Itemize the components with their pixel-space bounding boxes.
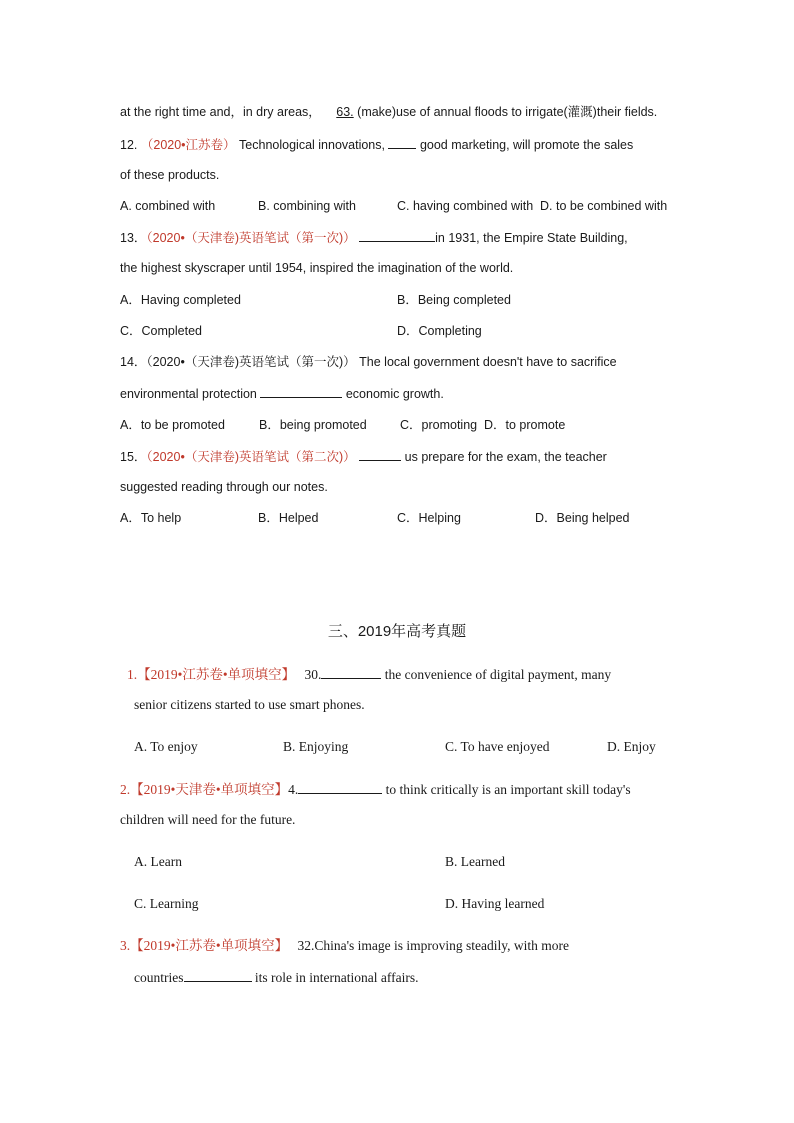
s1-source: 【2019•江苏卷•单项填空】 xyxy=(137,667,296,682)
s1-number: 1. xyxy=(127,667,138,682)
s2-option-a: A. Learn xyxy=(134,854,182,869)
q14-line-2 xyxy=(120,385,444,402)
q12-option-c: C. having combined with xyxy=(397,199,534,213)
s1-option-d: D. Enjoy xyxy=(607,739,656,754)
q14-option-c: C．promoting xyxy=(400,418,478,432)
section-heading: 三、2019年高考真题 xyxy=(327,623,467,640)
s1-option-a: A. To enjoy xyxy=(134,739,198,754)
s2-blank xyxy=(298,781,382,794)
q13-option-b: B．Being completed xyxy=(397,293,511,307)
q15-number: 15． xyxy=(120,450,147,464)
q12-source: （2020•江苏卷） xyxy=(140,138,236,152)
q13-line-2 xyxy=(120,260,513,276)
q14-text-b: environmental protection xyxy=(120,387,257,401)
s2-option-b: B. Learned xyxy=(445,854,505,869)
q15-text-a: us prepare for the exam, the teacher xyxy=(404,450,607,464)
q12-text-b: good marketing, will promote the sales xyxy=(419,138,634,152)
s2-source: 【2019•天津卷•单项填空】 xyxy=(130,782,289,797)
s3-line-1 xyxy=(120,938,569,954)
s3-text-c: its role in international affairs. xyxy=(254,970,419,985)
s2-option-c: C. Learning xyxy=(134,896,199,911)
q12-option-d: D. to be combined with xyxy=(540,199,668,213)
q12-line-2 xyxy=(120,167,219,183)
q11-number: 63. xyxy=(336,105,354,119)
q15-line-1 xyxy=(120,448,607,465)
q15-option-d: D．Being helped xyxy=(535,511,630,525)
s1-line-2 xyxy=(134,697,365,713)
q14-text-a: The local government doesn't have to sacrifice xyxy=(359,355,617,369)
q12-text-c: of these products. xyxy=(120,168,220,182)
s1-blank xyxy=(321,666,381,679)
q13-option-a: A．Having completed xyxy=(120,293,241,307)
q13-blank xyxy=(359,229,435,242)
s2-number: 2. xyxy=(120,782,131,797)
q13-option-d: D．Completing xyxy=(397,324,482,338)
s2-text-a: to think critically is an important skill today's xyxy=(385,782,631,797)
q15-option-a: A．To help xyxy=(120,511,182,525)
s2-line-2 xyxy=(120,812,295,828)
q15-line-2 xyxy=(120,479,328,495)
s2-line-1 xyxy=(120,781,631,798)
s3-line-2 xyxy=(134,969,418,986)
s3-blank xyxy=(184,969,252,982)
s1-text-b: senior citizens started to use smart phones. xyxy=(134,697,365,712)
s1-line-1 xyxy=(127,666,611,683)
s1-text-a: the convenience of digital payment, many xyxy=(384,667,612,682)
q12-line-1 xyxy=(120,136,633,153)
q11-line xyxy=(120,104,657,120)
q14-text-c: economic growth. xyxy=(345,387,444,401)
q11-text-b: (make)use of annual floods to irrigate(灌溉)their fields. xyxy=(357,105,658,119)
q11-text-a: at the right time and，in dry areas， xyxy=(120,105,321,119)
q12-blank xyxy=(388,136,416,149)
q13-option-c: C．Completed xyxy=(120,324,202,338)
s3-text-b: countries xyxy=(134,970,184,985)
s2-option-d: D. Having learned xyxy=(445,896,545,911)
q14-line-1 xyxy=(120,354,617,370)
q12-text-a: Technological innovations, xyxy=(239,138,385,152)
q14-number: 14． xyxy=(120,355,147,369)
s1-option-c: C. To have enjoyed xyxy=(445,739,550,754)
s1-question-number: 30. xyxy=(304,667,322,682)
q15-blank xyxy=(359,448,401,461)
s3-question-number: 32. xyxy=(297,938,315,953)
q14-blank xyxy=(260,385,342,398)
q13-line-1 xyxy=(120,229,628,246)
q13-number: 13． xyxy=(120,231,147,245)
q14-source: （2020•（天津卷)英语笔试（第一次)） xyxy=(146,355,356,369)
q15-option-b: B．Helped xyxy=(258,511,319,525)
q14-option-b: B．being promoted xyxy=(259,418,367,432)
s3-number: 3. xyxy=(120,938,131,953)
q13-text-a: in 1931, the Empire State Building, xyxy=(435,231,628,245)
q12-number: 12. xyxy=(120,138,138,152)
q12-option-b: B. combining with xyxy=(258,199,356,213)
q15-source: （2020•（天津卷)英语笔试（第二次)） xyxy=(146,450,356,464)
q15-option-c: C．Helping xyxy=(397,511,461,525)
q13-source: （2020•（天津卷)英语笔试（第一次)） xyxy=(146,231,356,245)
q12-option-a: A. combined with xyxy=(120,199,216,213)
s3-text-a: China's image is improving steadily, with more xyxy=(314,938,569,953)
q13-text-b: the highest skyscraper until 1954, inspired the imagination of the world. xyxy=(120,261,514,275)
q15-text-b: suggested reading through our notes. xyxy=(120,480,328,494)
s1-option-b: B. Enjoying xyxy=(283,739,349,754)
s3-source: 【2019•江苏卷•单项填空】 xyxy=(130,938,289,953)
q14-option-d: D．to promote xyxy=(484,418,566,432)
s2-text-b: children will need for the future. xyxy=(120,812,296,827)
q14-option-a: A．to be promoted xyxy=(120,418,225,432)
s2-question-number: 4. xyxy=(288,782,299,797)
